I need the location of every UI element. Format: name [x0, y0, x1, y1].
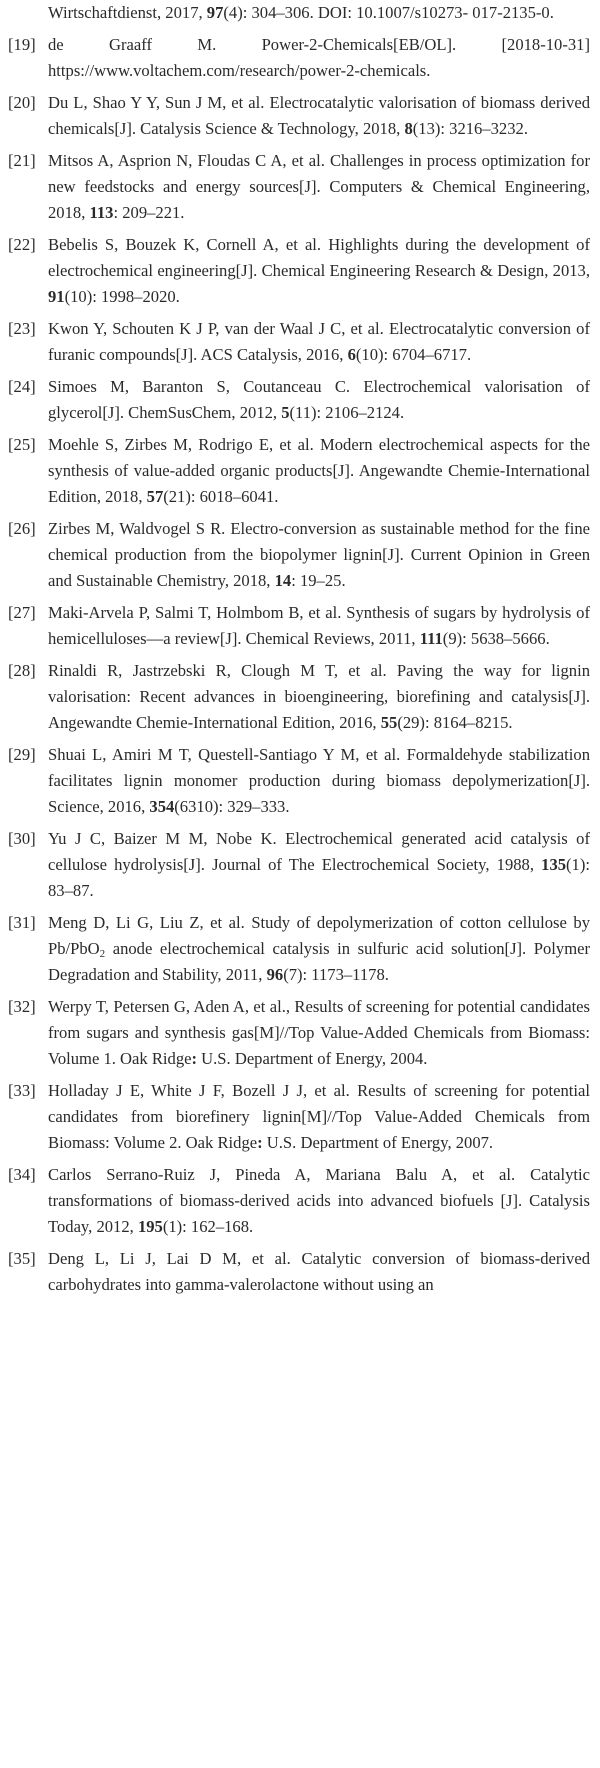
reference-number: [30] — [8, 829, 36, 848]
reference-item — [8, 32, 590, 84]
reference-item — [8, 658, 590, 736]
reference-volume: 6 — [347, 345, 356, 364]
reference-item — [8, 600, 590, 652]
reference-volume: 8 — [404, 119, 413, 138]
reference-volume: 55 — [380, 713, 398, 732]
reference-volume: 354 — [149, 797, 175, 816]
reference-volume: 14 — [274, 571, 292, 590]
reference-text: Werpy T, Petersen G, Aden A, et al., Results of screening for potential candidates from sugars and synthesis gas[M]//Top Value-Added Chemicals from Biomass: Volume 1. Oak Ridge: U.S. Department of Energy, 2004. — [48, 997, 590, 1068]
reference-number: [21] — [8, 151, 36, 170]
reference-text: Kwon Y, Schouten K J P, van der Waal J C, et al. Electrocatalytic conversion of furanic compounds[J]. ACS Catalysis, 2016, 6(10): 6704–6717. — [48, 319, 590, 364]
reference-item — [8, 374, 590, 426]
reference-volume: 5 — [281, 403, 290, 422]
reference-volume: 113 — [89, 203, 114, 222]
reference-volume: 91 — [48, 287, 65, 306]
reference-text: Carlos Serrano-Ruiz J, Pineda A, Mariana Balu A, et al. Catalytic transformations of biomass-derived acids into advanced biofuels [J]. Catalysis Today, 2012, 195(1): 162–168. — [48, 1165, 590, 1236]
reference-item — [8, 826, 590, 904]
reference-volume: 135 — [541, 855, 567, 874]
reference-number: [25] — [8, 435, 36, 454]
reference-text: Mitsos A, Asprion N, Floudas C A, et al. Challenges in process optimization for new feedstocks and energy sources[J]. Computers & Chemical Engineering, 2018, 113: 209–221. — [48, 151, 590, 222]
reference-number: [19] — [8, 35, 36, 54]
reference-item — [8, 432, 590, 510]
subscript: 2 — [99, 948, 106, 960]
reference-number: [35] — [8, 1249, 36, 1268]
reference-item — [8, 1162, 590, 1240]
reference-text: 017-2135-0. — [472, 3, 554, 22]
reference-text: Maki-Arvela P, Salmi T, Holmbom B, et al. Synthesis of sugars by hydrolysis of hemicelluloses—a review[J]. Chemical Reviews, 2011, 111(9): 5638–5666. — [48, 603, 590, 648]
reference-number: [32] — [8, 997, 36, 1016]
reference-text: de Graaff M. Power-2-Chemicals[EB/OL]. [2018-10-31] https://www.voltachem.com/research/power-2-chemicals. — [48, 35, 590, 80]
reference-volume: 97 — [206, 3, 224, 22]
reference-text: Moehle S, Zirbes M, Rodrigo E, et al. Modern electrochemical aspects for the synthesis of value-added organic products[J]. Angewandte Chemie-International Edition, 2018, 57(21): 6018–6041. — [48, 435, 590, 506]
reference-volume: 195 — [137, 1217, 163, 1236]
reference-text: Bebelis S, Bouzek K, Cornell A, et al. Highlights during the development of electrochemical engineering[J]. Chemical Engineering Research & Design, 2013, 91(10): 1998–2020. — [48, 235, 590, 306]
reference-item — [8, 1078, 590, 1156]
reference-volume: 111 — [419, 629, 443, 648]
reference-number: [22] — [8, 235, 36, 254]
reference-item — [8, 316, 590, 368]
reference-text: Meng D, Li G, Liu Z, et al. Study of depolymerization of cotton cellulose by Pb/PbO$_2$ anode electrochemical catalysis in sulfuric acid solution[J]. Polymer Degradation and Stability, 2011, 96(7): 1173–1178. — [48, 913, 590, 984]
reference-volume: 96 — [266, 965, 284, 984]
reference-number: [27] — [8, 603, 36, 622]
reference-item — [8, 910, 590, 988]
reference-number: [34] — [8, 1165, 36, 1184]
reference-text: Yu J C, Baizer M M, Nobe K. Electrochemical generated acid catalysis of cellulose hydrolysis[J]. Journal of The Electrochemical Society, 1988, 135(1): 83–87. — [48, 829, 590, 900]
reference-text: Holladay J E, White J F, Bozell J J, et al. Results of screening for potential candidates from biorefinery lignin[M]//Top Value-Added Chemicals from Biomass: Volume 2. Oak Ridge: U.S. Department of Energy, 2007. — [48, 1081, 590, 1152]
reference-number: [28] — [8, 661, 36, 680]
reference-item — [8, 1246, 590, 1298]
reference-text: Rinaldi R, Jastrzebski R, Clough M T, et al. Paving the way for lignin valorisation: Recent advances in bioengineering, biorefining and catalysis[J]. Angewandte Chemie-International Edition, 2016, 55(29): 8164–8215. — [48, 661, 590, 732]
reference-text: Shuai L, Amiri M T, Questell-Santiago Y M, et al. Formaldehyde stabilization facilitates lignin monomer production during biomass depolymerization[J]. Science, 2016, 354(6310): 329–333. — [48, 745, 590, 816]
reference-item — [8, 90, 590, 142]
reference-text: Simoes M, Baranton S, Coutanceau C. Electrochemical valorisation of glycerol[J]. ChemSusChem, 2012, 5(11): 2106–2124. — [48, 377, 590, 422]
reference-text: Deng L, Li J, Lai D M, et al. Catalytic conversion of biomass-derived carbohydrates into gamma-valerolactone without using an — [48, 1249, 590, 1294]
reference-text: Wirtschaftdienst, 2017, — [48, 3, 207, 22]
reference-item — [8, 994, 590, 1072]
reference-number: [33] — [8, 1081, 36, 1100]
reference-number: [20] — [8, 93, 36, 112]
reference-item — [8, 232, 590, 310]
reference-text: (4): 304–306. DOI: 10.1007/s10273- — [223, 3, 469, 22]
reference-item — [8, 742, 590, 820]
reference-text: Zirbes M, Waldvogel S R. Electro-conversion as sustainable method for the fine chemical production from the biopolymer lignin[J]. Current Opinion in Green and Sustainable Chemistry, 2018, 14: 19–25. — [48, 519, 590, 590]
reference-item — [8, 148, 590, 226]
reference-number: [26] — [8, 519, 36, 538]
reference-continuation — [8, 0, 590, 26]
reference-number: [24] — [8, 377, 36, 396]
reference-number: [29] — [8, 745, 36, 764]
reference-volume: 57 — [146, 487, 164, 506]
reference-item — [8, 516, 590, 594]
reference-text: Du L, Shao Y Y, Sun J M, et al. Electrocatalytic valorisation of biomass derived chemicals[J]. Catalysis Science & Technology, 2018, 8(13): 3216–3232. — [48, 93, 590, 138]
reference-number: [23] — [8, 319, 36, 338]
reference-number: [31] — [8, 913, 36, 932]
